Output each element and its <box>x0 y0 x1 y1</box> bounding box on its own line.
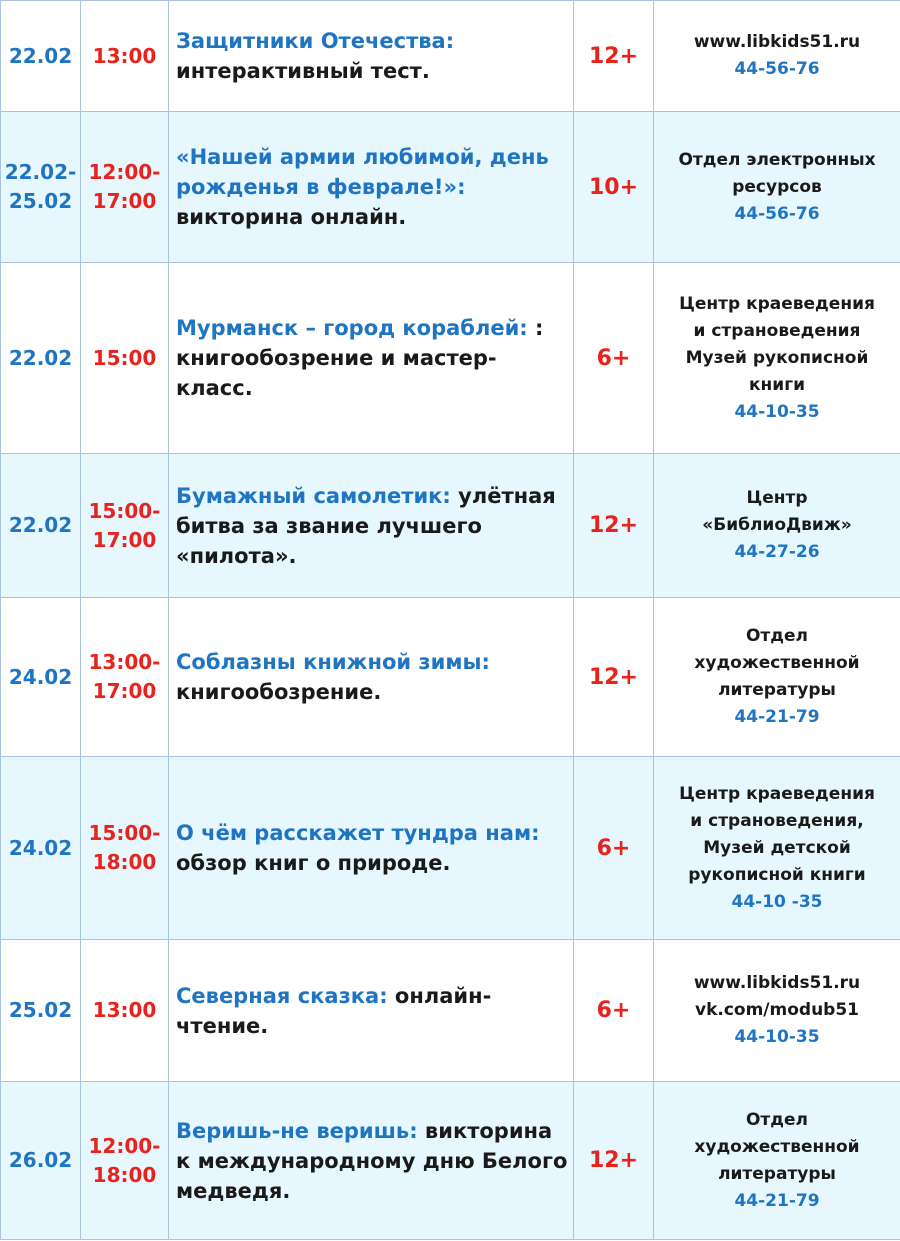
contact-line: Музей детской <box>703 837 851 858</box>
event-description <box>169 263 574 454</box>
event-contact <box>654 454 900 598</box>
event-title: Северная сказка: <box>176 983 388 1008</box>
event-description <box>169 598 574 757</box>
event-title: О чём расскажет тундра нам: <box>176 821 540 845</box>
table-row <box>1 263 900 454</box>
table-row <box>1 454 900 598</box>
contact-line: Центр краеведения <box>679 783 875 804</box>
contact-line: vk.com/modub51 <box>694 1000 859 1020</box>
event-date: 22.02 <box>1 454 81 598</box>
event-time: 12:00- 17:00 <box>81 112 169 263</box>
age-rating: 12+ <box>574 598 654 757</box>
event-time: 12:00- 18:00 <box>81 1082 169 1240</box>
event-time: 13:00- 17:00 <box>81 598 169 757</box>
event-format: книгообозрение. <box>176 680 382 704</box>
table-row <box>1 598 900 757</box>
contact-phone: 44-21-79 <box>734 707 820 727</box>
age-rating: 6+ <box>574 757 654 940</box>
event-description <box>169 1 574 112</box>
age-rating: 6+ <box>574 263 654 454</box>
event-title: Веришь-не веришь: <box>176 1118 418 1143</box>
contact-line: Отдел электронных <box>678 149 876 170</box>
event-format: онлайн-чтение. <box>176 983 492 1038</box>
event-format: улётная битва за звание лучшего «пилота». <box>176 483 556 568</box>
event-contact <box>654 263 900 454</box>
contact-phone: 44-56-76 <box>734 59 820 79</box>
event-title: «Нашей армии любимой, день рожденья в феврале!»: <box>176 145 549 199</box>
event-date: 26.02 <box>1 1082 81 1240</box>
event-description <box>169 454 574 598</box>
contact-line: «БиблиоДвиж» <box>702 515 852 535</box>
event-format: интерактивный тест. <box>176 59 430 83</box>
event-date: 24.02 <box>1 598 81 757</box>
contact-line: www.libkids51.ru <box>693 32 861 52</box>
event-time: 15:00- 18:00 <box>81 757 169 940</box>
event-time: 13:00 <box>81 1 169 112</box>
contact-line: ресурсов <box>732 176 822 197</box>
contact-line: и страноведения <box>693 320 861 341</box>
table-row <box>1 1082 900 1240</box>
event-date: 22.02 <box>1 1 81 112</box>
age-rating: 12+ <box>574 454 654 598</box>
contact-line: книги <box>749 374 805 395</box>
table-row <box>1 1 900 112</box>
event-date: 22.02 <box>1 263 81 454</box>
age-rating: 12+ <box>574 1 654 112</box>
event-contact <box>654 1082 900 1240</box>
event-title: Мурманск – город кораблей: <box>176 316 528 340</box>
event-contact <box>654 598 900 757</box>
table-row <box>1 112 900 263</box>
contact-line: Центр <box>746 488 808 508</box>
contact-phone: 44-21-79 <box>734 1190 820 1211</box>
age-rating: 6+ <box>574 940 654 1082</box>
event-format: викторина к международному дню Белого медведя. <box>176 1118 568 1203</box>
event-title: Соблазны книжной зимы: <box>176 650 490 674</box>
event-format: обзор книг о природе. <box>176 851 451 875</box>
event-description <box>169 1082 574 1240</box>
contact-line: литературы <box>718 1163 836 1184</box>
event-date: 25.02 <box>1 940 81 1082</box>
contact-phone: 44-10 -35 <box>731 891 823 912</box>
contact-phone: 44-56-76 <box>734 203 820 224</box>
event-format: : книгообозрение и мастер-класс. <box>176 316 544 400</box>
contact-line: художественной <box>694 653 860 673</box>
event-title: Защитники Отечества: <box>176 29 455 53</box>
event-format: викторина онлайн. <box>176 205 407 229</box>
event-description <box>169 112 574 263</box>
event-date: 24.02 <box>1 757 81 940</box>
event-contact <box>654 112 900 263</box>
contact-line: художественной <box>694 1136 860 1157</box>
contact-line: Отдел <box>745 1109 808 1130</box>
contact-phone: 44-27-26 <box>734 542 820 562</box>
event-date: 22.02- 25.02 <box>1 112 81 263</box>
event-description <box>169 940 574 1082</box>
event-time: 13:00 <box>81 940 169 1082</box>
contact-line: литературы <box>718 680 836 700</box>
contact-line: и страноведения, <box>690 810 864 831</box>
contact-line: www.libkids51.ru <box>693 973 861 993</box>
table-row <box>1 757 900 940</box>
contact-line: Отдел <box>745 626 808 646</box>
contact-phone: 44-10-35 <box>734 401 820 422</box>
contact-phone: 44-10-35 <box>734 1027 820 1047</box>
event-contact <box>654 757 900 940</box>
event-contact <box>654 940 900 1082</box>
event-time: 15:00- 17:00 <box>81 454 169 598</box>
event-contact <box>654 1 900 112</box>
event-description <box>169 757 574 940</box>
age-rating: 10+ <box>574 112 654 263</box>
age-rating: 12+ <box>574 1082 654 1240</box>
contact-line: Музей рукописной <box>685 347 869 368</box>
event-time: 15:00 <box>81 263 169 454</box>
event-title: Бумажный самолетик: <box>176 483 451 508</box>
table-row <box>1 940 900 1082</box>
contact-line: рукописной книги <box>688 864 866 885</box>
contact-line: Центр краеведения <box>679 293 875 314</box>
